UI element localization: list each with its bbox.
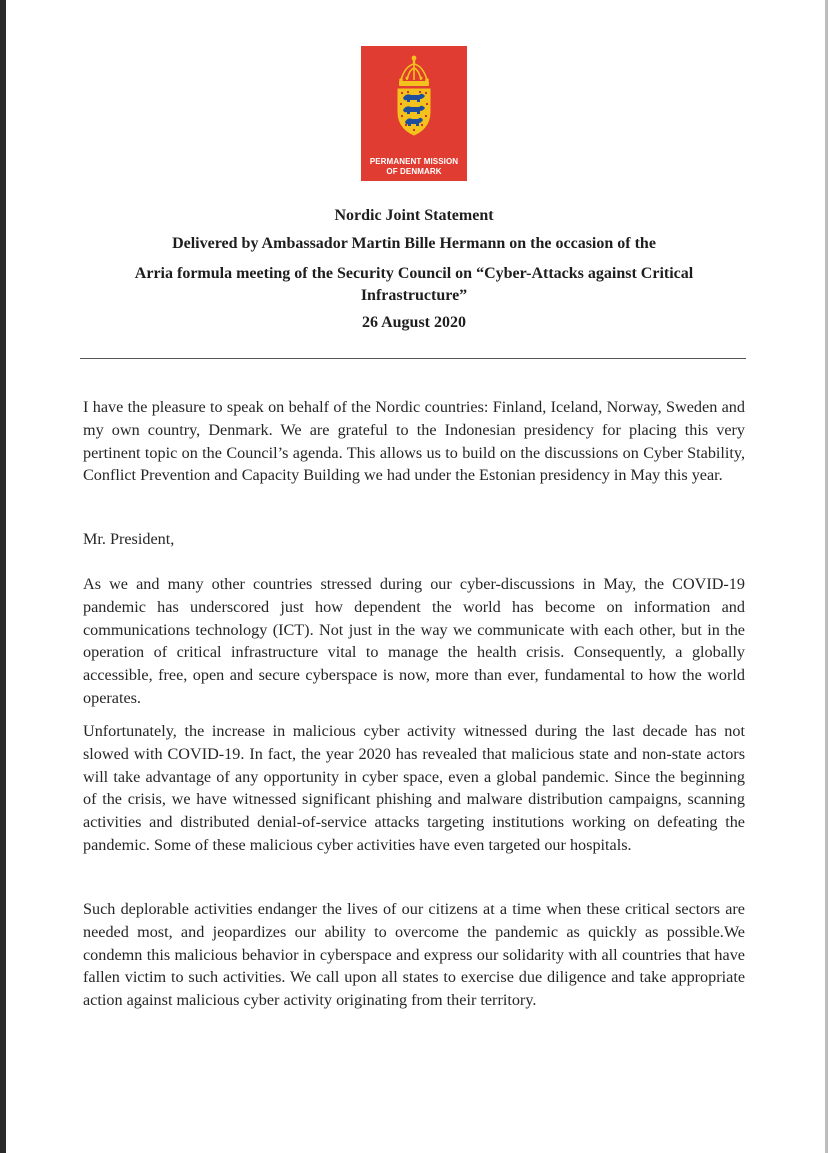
body-paragraph: As we and many other countries stressed during our cyber-discussions in May, the COVID-19 pandemic has underscored just how dependent the world has become on information and communications technology (ICT). Not just in the way we communicate with each other, but in the operation of critical infrastructure vital to manage the health crisis. Consequently, a globally accessible, free, open and secure cyberspace is now, more than ever, fundamental to how the world operates. bbox=[83, 575, 745, 707]
org-name-line1: PERMANENT MISSION bbox=[369, 157, 459, 166]
header-divider bbox=[80, 358, 746, 359]
scan-edge-left bbox=[0, 0, 6, 1153]
statement-subtitle-line2: Arria formula meeting of the Security Council on “Cyber-Attacks against Critical bbox=[134, 265, 694, 282]
statement-subtitle-line1: Delivered by Ambassador Martin Bille Hermann on the occasion of the bbox=[172, 235, 656, 252]
body-paragraph: Unfortunately, the increase in malicious cyber activity witnessed during the last decade has not slowed with COVID-19. In fact, the year 2020 has revealed that malicious state and non-state actors will take advantage of any opportunity in cyber space, even a global pandemic. Since the beginning of the crisis, we have witnessed significant phishing and malware distribution campaigns, scanning activities and distributed denial-of-service attacks targeting institutions working on defeating the pandemic. Some of these malicious cyber activities have even targeted our hospitals. bbox=[83, 722, 745, 854]
body-paragraph: Such deplorable activities endanger the lives of our citizens at a time when these critical sectors are needed most, and jeopardizes our ability to overcome the pandemic as quickly as possible.We condemn this malicious behavior in cyberspace and express our solidarity with all countries that have fallen victim to such activities. We call upon all states to exercise due diligence and take appropriate action against malicious cyber activity originating from their territory. bbox=[83, 900, 745, 1010]
statement-title: Nordic Joint Statement bbox=[334, 207, 494, 224]
org-name-line2: OF DENMARK bbox=[386, 167, 442, 176]
statement-subtitle-line3: Infrastructure” bbox=[360, 287, 468, 304]
salutation: Mr. President, bbox=[83, 530, 175, 548]
danish-royal-crest-icon bbox=[361, 46, 467, 158]
body-paragraph: I have the pleasure to speak on behalf of the Nordic countries: Finland, Iceland, Norway, Sweden and my own country, Denmark. We are grateful to the Indonesian presidency for placing this very pertinent topic on the Council’s agenda. This allows us to build on the discussions on Cyber Stability, Conflict Prevention and Capacity Building we had under the Estonian presidency in May this year. bbox=[83, 398, 745, 485]
mission-logo bbox=[361, 46, 467, 181]
statement-date: 26 August 2020 bbox=[361, 314, 467, 331]
